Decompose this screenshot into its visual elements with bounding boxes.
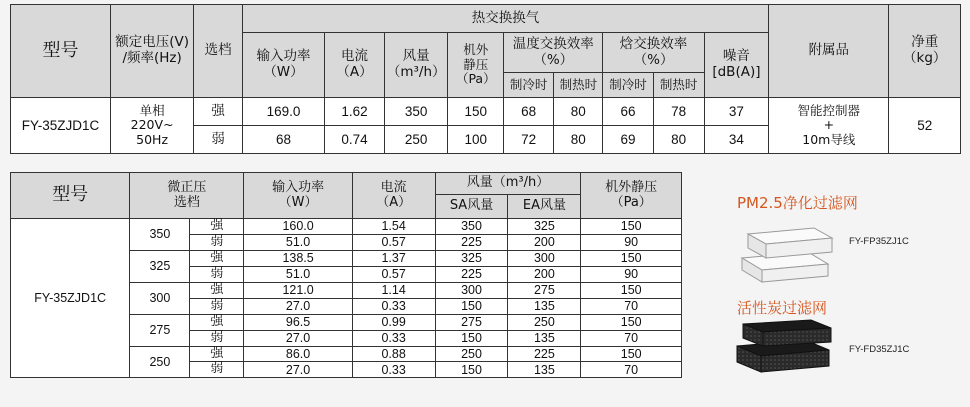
power-cell: 51.0: [244, 266, 352, 282]
pressure-cell: 70: [581, 298, 682, 314]
header-model: 型号: [11, 5, 111, 98]
pressure-cell: 150: [448, 98, 504, 126]
noise-cell: 34: [704, 126, 769, 154]
accessories-cell: 智能控制器 + 10m导线: [769, 98, 889, 154]
sa-airflow-cell: 150: [435, 298, 508, 314]
power-cell: 51.0: [244, 234, 352, 250]
temp-heat-cell: 80: [554, 98, 603, 126]
speed-cell: 强: [190, 282, 244, 298]
power-cell: 86.0: [244, 346, 352, 362]
speed-cell: 强: [194, 98, 243, 126]
pressure-cell: 90: [581, 234, 682, 250]
ea-airflow-cell: 200: [508, 266, 581, 282]
speed-cell: 强: [190, 314, 244, 330]
ea-airflow-cell: 275: [508, 282, 581, 298]
spec-table-micro-pressure: [10, 172, 682, 378]
power-cell: 138.5: [244, 250, 352, 266]
temp-cool-cell: 72: [504, 126, 554, 154]
header-airflow: 风量 （m³/h）: [384, 33, 448, 98]
current-cell: 0.57: [352, 234, 435, 250]
pressure-cell: 150: [581, 219, 682, 235]
pressure-cell: 150: [581, 250, 682, 266]
header-airflow: 风量（m³/h）: [435, 173, 581, 195]
header-current: 电流 （A）: [325, 33, 385, 98]
header-micro-pressure: 微正压 选档: [130, 173, 244, 219]
pressure-cell: 70: [581, 330, 682, 346]
ea-airflow-cell: 300: [508, 250, 581, 266]
speed-cell: 强: [190, 219, 244, 235]
model-cell: FY-35ZJD1C: [11, 98, 111, 154]
airflow-cell: 250: [384, 126, 448, 154]
header-temp-heating: 制热时: [554, 73, 603, 98]
temp-heat-cell: 80: [554, 126, 603, 154]
pm25-filter-model: FY-FP35ZJ1C: [849, 236, 909, 247]
current-cell: 0.99: [352, 314, 435, 330]
power-cell: 27.0: [244, 298, 352, 314]
header-power: 输入功率 （W）: [242, 33, 324, 98]
current-cell: 0.33: [352, 298, 435, 314]
power-cell: 169.0: [242, 98, 324, 126]
table-row: [11, 219, 682, 235]
header-enthalpy-efficiency: 焓交换效率 （%）: [603, 33, 704, 73]
noise-cell: 37: [704, 98, 769, 126]
current-cell: 0.33: [352, 362, 435, 378]
header-weight: 净重 （kg）: [889, 5, 961, 98]
sa-airflow-cell: 250: [435, 346, 508, 362]
power-cell: 160.0: [244, 219, 352, 235]
power-cell: 27.0: [244, 362, 352, 378]
header-accessories: 附属品: [769, 5, 889, 98]
micro-pressure-level-cell: 350: [130, 219, 190, 251]
header-ea-airflow: EA风量: [508, 195, 581, 219]
enth-heat-cell: 80: [653, 126, 704, 154]
speed-cell: 强: [190, 346, 244, 362]
pressure-cell: 90: [581, 266, 682, 282]
sa-airflow-cell: 150: [435, 362, 508, 378]
header-static-pressure: 机外 静压 （Pa）: [448, 33, 504, 98]
speed-cell: 强: [190, 250, 244, 266]
header-temp-cooling: 制冷时: [504, 73, 554, 98]
spec-table-heat-exchange: [10, 4, 961, 154]
temp-cool-cell: 68: [504, 98, 554, 126]
speed-cell: 弱: [190, 330, 244, 346]
header-temp-efficiency: 温度交换效率 （%）: [504, 33, 603, 73]
header-voltage: 额定电压(V) /频率(Hz): [110, 5, 193, 98]
enth-cool-cell: 66: [603, 98, 653, 126]
header-current: 电流 （A）: [352, 173, 435, 219]
pm25-filter-title: PM2.5净化过滤网: [737, 194, 858, 212]
enth-heat-cell: 78: [653, 98, 704, 126]
weight-cell: 52: [889, 98, 961, 154]
sa-airflow-cell: 225: [435, 234, 508, 250]
voltage-cell: 单相 220V~ 50Hz: [110, 98, 193, 154]
airflow-cell: 350: [384, 98, 448, 126]
speed-cell: 弱: [190, 362, 244, 378]
table-row: [11, 98, 961, 126]
ea-airflow-cell: 225: [508, 346, 581, 362]
micro-pressure-level-cell: 250: [130, 346, 190, 378]
header-static-pressure: 机外静压 （Pa）: [581, 173, 682, 219]
power-cell: 68: [242, 126, 324, 154]
header-speed: 选档: [194, 5, 243, 98]
pressure-cell: 100: [448, 126, 504, 154]
pressure-cell: 70: [581, 362, 682, 378]
pressure-cell: 150: [581, 346, 682, 362]
ea-airflow-cell: 200: [508, 234, 581, 250]
carbon-filter-image: [733, 318, 833, 374]
current-cell: 0.74: [325, 126, 385, 154]
carbon-filter-model: FY-FD35ZJ1C: [849, 344, 910, 355]
ea-airflow-cell: 250: [508, 314, 581, 330]
pm25-filter-image: [738, 218, 834, 284]
ea-airflow-cell: 135: [508, 362, 581, 378]
current-cell: 1.62: [325, 98, 385, 126]
ea-airflow-cell: 325: [508, 219, 581, 235]
sa-airflow-cell: 350: [435, 219, 508, 235]
header-enthalpy-cooling: 制冷时: [603, 73, 653, 98]
header-power: 输入功率 （W）: [244, 173, 352, 219]
speed-cell: 弱: [190, 266, 244, 282]
sa-airflow-cell: 225: [435, 266, 508, 282]
sa-airflow-cell: 150: [435, 330, 508, 346]
sa-airflow-cell: 325: [435, 250, 508, 266]
current-cell: 0.88: [352, 346, 435, 362]
header-heat-exchange: 热交换换气: [242, 5, 768, 33]
header-sa-airflow: SA风量: [435, 195, 508, 219]
header-enthalpy-heating: 制热时: [653, 73, 704, 98]
current-cell: 0.57: [352, 266, 435, 282]
model-cell: FY-35ZJD1C: [11, 219, 130, 378]
speed-cell: 弱: [190, 298, 244, 314]
power-cell: 27.0: [244, 330, 352, 346]
speed-cell: 弱: [190, 234, 244, 250]
current-cell: 0.33: [352, 330, 435, 346]
micro-pressure-level-cell: 300: [130, 282, 190, 314]
current-cell: 1.14: [352, 282, 435, 298]
power-cell: 121.0: [244, 282, 352, 298]
sa-airflow-cell: 300: [435, 282, 508, 298]
pressure-cell: 150: [581, 282, 682, 298]
enth-cool-cell: 69: [603, 126, 653, 154]
speed-cell: 弱: [194, 126, 243, 154]
current-cell: 1.54: [352, 219, 435, 235]
sa-airflow-cell: 275: [435, 314, 508, 330]
ea-airflow-cell: 135: [508, 330, 581, 346]
pressure-cell: 150: [581, 314, 682, 330]
header-model: 型号: [11, 173, 130, 219]
current-cell: 1.37: [352, 250, 435, 266]
ea-airflow-cell: 135: [508, 298, 581, 314]
power-cell: 96.5: [244, 314, 352, 330]
micro-pressure-level-cell: 325: [130, 250, 190, 282]
header-noise: 噪音 [dB(A)]: [704, 33, 769, 98]
micro-pressure-level-cell: 275: [130, 314, 190, 346]
carbon-filter-title: 活性炭过滤网: [737, 299, 828, 317]
